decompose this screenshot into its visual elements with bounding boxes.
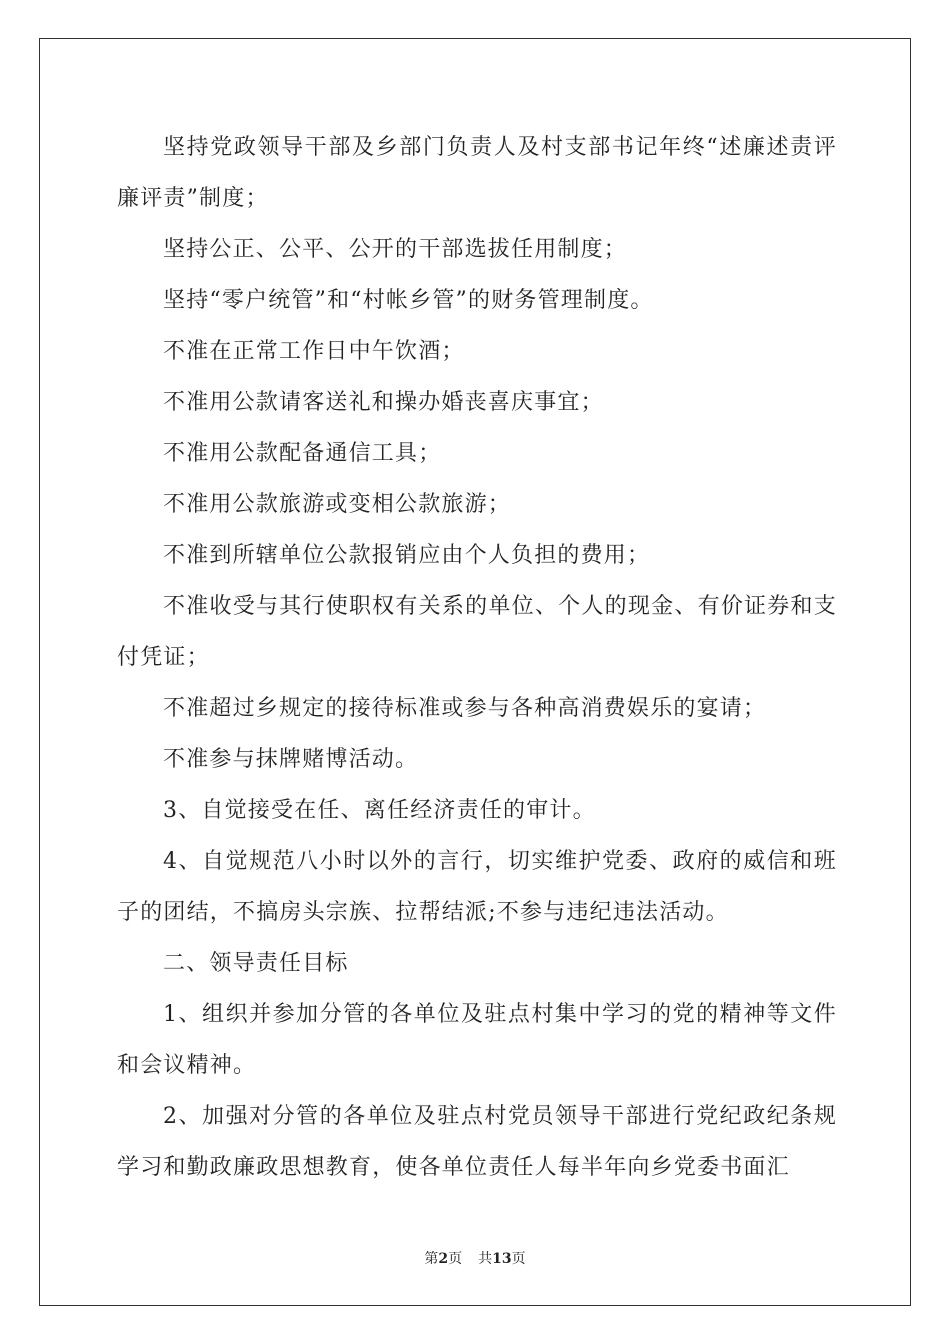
document-body (117, 122, 837, 1193)
paragraph: 不准超过乡规定的接待标准或参与各种高消费娱乐的宴请； (163, 696, 767, 721)
paragraph: 2、加强对分管的各单位及驻点村党员领导干部进行党纪政纪条规学习和勤政廉政思想教育，使各单位责任人每半年向乡党委书面汇 (117, 1104, 837, 1180)
paragraph: 4、自觉规范八小时以外的言行，切实维护党委、政府的威信和班子的团结，不搞房头宗族、拉帮结派;不参与违纪违法活动。 (117, 849, 837, 925)
page-footer (0, 1248, 950, 1268)
paragraph: 不准用公款配备通信工具； (163, 441, 442, 466)
total-prefix: 共 (478, 1251, 493, 1267)
paragraph: 不准参与抹牌赌博活动。 (163, 747, 419, 772)
paragraph: 坚持公正、公平、公开的干部选拔任用制度； (163, 237, 628, 262)
paragraph: 不准用公款请客送礼和操办婚丧喜庆事宜； (163, 390, 604, 415)
paragraph: 1、组织并参加分管的各单位及驻点村集中学习的党的精神等文件和会议精神。 (117, 1002, 837, 1078)
paragraph: 坚持“零户统管”和“村帐乡管”的财务管理制度。 (163, 288, 654, 313)
page-suffix: 页 (448, 1251, 463, 1267)
paragraph: 不准在正常工作日中午饮酒； (163, 339, 465, 364)
page-number: 2 (438, 1251, 449, 1267)
section-heading: 二、领导责任目标 (163, 951, 349, 976)
total-pages: 13 (492, 1251, 512, 1267)
page-prefix: 第 (424, 1251, 439, 1267)
paragraph: 3、自觉接受在任、离任经济责任的审计。 (163, 798, 596, 823)
total-suffix: 页 (511, 1251, 526, 1267)
paragraph: 不准到所辖单位公款报销应由个人负担的费用； (163, 543, 651, 568)
paragraph: 不准用公款旅游或变相公款旅游； (163, 492, 512, 517)
paragraph: 坚持党政领导干部及乡部门负责人及村支部书记年终“述廉述责评廉评责”制度； (117, 135, 837, 211)
paragraph: 不准收受与其行使职权有关系的单位、个人的现金、有价证券和支付凭证； (117, 594, 837, 670)
